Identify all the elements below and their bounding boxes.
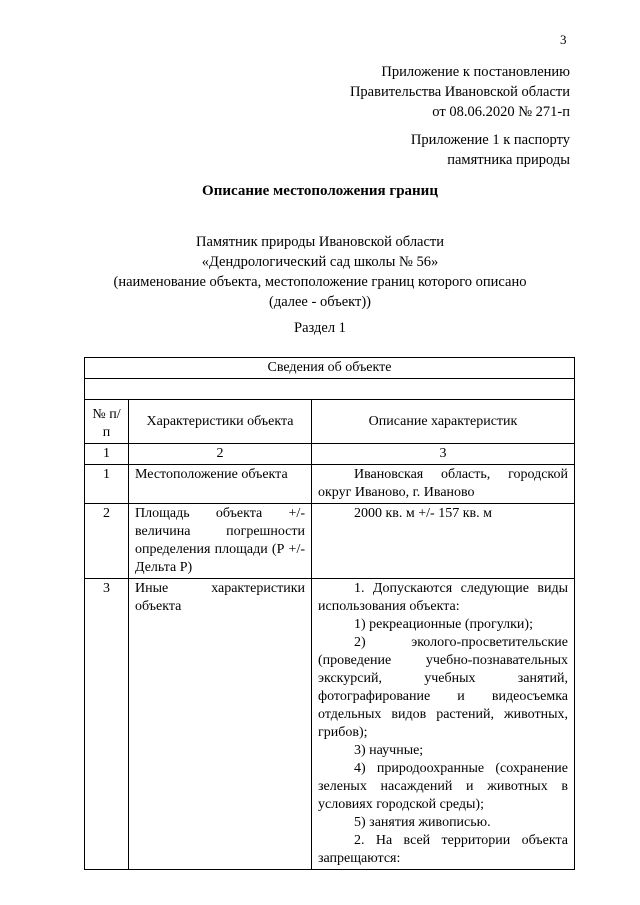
object-line: (далее - объект)) — [268, 294, 371, 310]
header-characteristic: Характеристики объекта — [129, 400, 312, 444]
object-name-block — [0, 232, 640, 312]
table-title: Сведения об объекте — [85, 358, 575, 379]
object-line: Памятник природы Ивановской области — [195, 234, 445, 250]
table-header-row — [85, 400, 575, 444]
row-number: 2 — [85, 504, 129, 579]
description-paragraph: Ивановская область, городской округ Иваново, г. Иваново — [318, 467, 568, 500]
row-number: 3 — [85, 579, 129, 870]
appendix-block — [350, 62, 570, 122]
section-title: Раздел 1 — [294, 320, 346, 336]
passport-appendix-block — [411, 130, 570, 170]
row-number: 1 — [85, 465, 129, 504]
object-line: «Дендрологический сад школы № 56» — [201, 254, 439, 270]
description-paragraph: 2000 кв. м +/- 157 кв. м — [354, 506, 492, 521]
description-paragraph: 1) рекреационные (прогулки); — [354, 617, 533, 632]
row-description — [312, 465, 575, 504]
page-number: 3 — [560, 32, 567, 47]
appendix-line: от 08.06.2020 № 271-п — [432, 104, 570, 120]
header-description: Описание характеристик — [312, 400, 575, 444]
row-characteristic: Иные характеристики объекта — [129, 579, 312, 870]
document-heading: Описание местоположения границ — [202, 183, 438, 199]
appendix-line: Приложение к постановлению — [381, 64, 570, 80]
table-row — [85, 504, 575, 579]
appendix-line: Приложение 1 к паспорту — [410, 132, 570, 148]
col-number: 3 — [312, 444, 575, 465]
header-num: № п/п — [85, 400, 129, 444]
appendix-line: Правительства Ивановской области — [349, 84, 570, 100]
description-paragraph: 2. На всей территории объекта запрещаются: — [318, 833, 568, 866]
row-characteristic: Площадь объекта +/- величина погрешности определения площади (Р +/- Дельта Р) — [129, 504, 312, 579]
object-info-table — [84, 357, 575, 870]
row-characteristic: Местоположение объекта — [129, 465, 312, 504]
table-row — [85, 579, 575, 870]
description-paragraph: 2) эколого-просветительские (проведение учебно-познавательных экскурсий, учебных занятий, фотографирование и видеосъемка отдельных видов растений, животных, грибов); — [318, 635, 568, 740]
table-title-row — [85, 358, 575, 379]
col-number: 1 — [85, 444, 129, 465]
table-empty-row — [85, 379, 575, 400]
empty-cell — [85, 379, 575, 400]
appendix-line: памятника природы — [447, 152, 570, 168]
col-number: 2 — [129, 444, 312, 465]
row-description — [312, 504, 575, 579]
description-paragraph: 3) научные; — [354, 743, 424, 758]
table-row — [85, 465, 575, 504]
object-line: (наименование объекта, местоположение границ которого описано — [113, 274, 527, 290]
row-description — [312, 579, 575, 870]
column-number-row — [85, 444, 575, 465]
description-paragraph: 5) занятия живописью. — [354, 815, 491, 830]
description-paragraph: 1. Допускаются следующие виды использования объекта: — [318, 581, 568, 614]
description-paragraph: 4) природоохранные (сохранение зеленых насаждений и животных в условиях городской среды); — [318, 761, 568, 812]
